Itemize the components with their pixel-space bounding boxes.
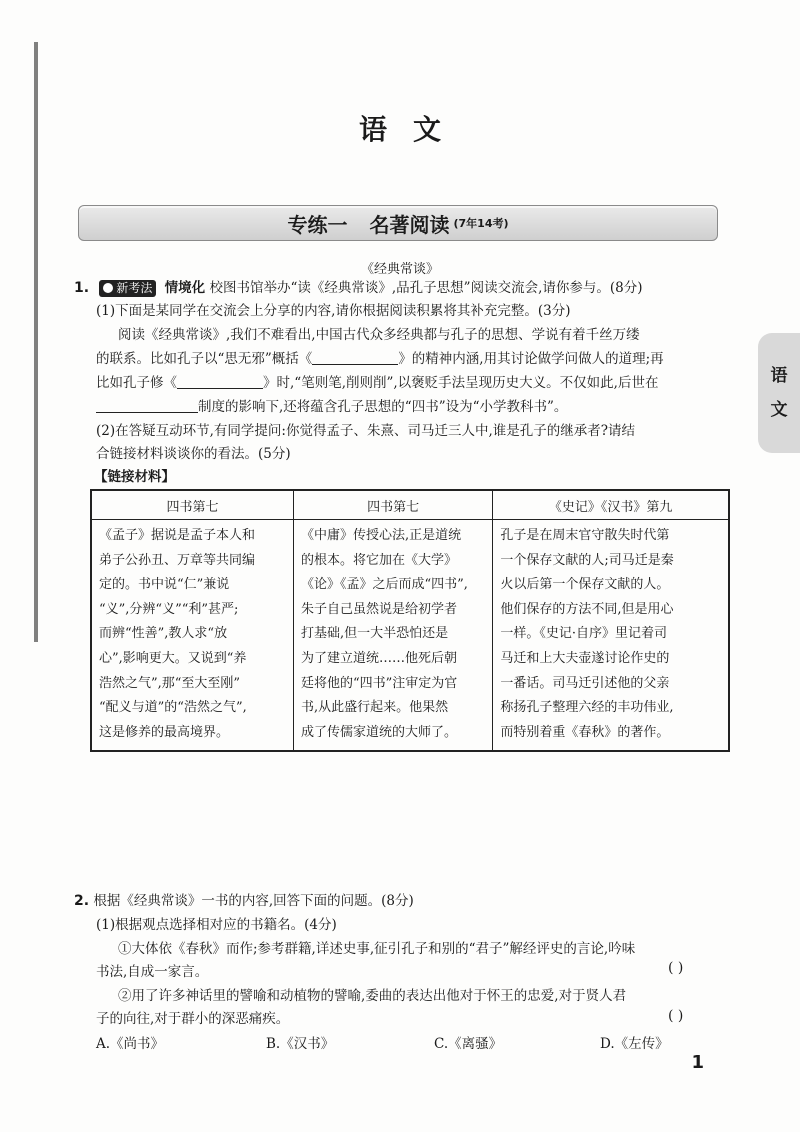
table-cell: 《孟子》据说是孟子本人和 弟子公孙丑、万章等共同编 定的。书中说“仁”兼说 “义”,分辨“义”“利”甚严; 而辨“性善”,教人求“放 心”,影响更大。又说到“养 浩然之气”,那“至大至刚” “配义与道”的“浩然之气”, 这是修养的最高境界。 <box>91 520 294 752</box>
q1-number: 1. <box>74 280 90 296</box>
q1-para-line <box>96 372 658 394</box>
q1-stem-line <box>74 277 642 299</box>
option-c[interactable]: C.《离骚》 <box>434 1036 503 1052</box>
link-material-label: 【链接材料】 <box>94 469 175 485</box>
section-title-b: 名著阅读 <box>369 212 450 237</box>
q1-sub2: 合链接材料谈谈你的看法。(5分) <box>96 446 291 462</box>
q1-para-text: 制度的影响下,还将蕴含孔子思想的“四书”设为“小学教科书”。 <box>198 399 568 415</box>
section-title-a: 专练一 <box>287 212 348 237</box>
book-title: 《经典常谈》 <box>360 262 439 277</box>
q1-stem: 校图书馆举办“读《经典常谈》,品孔子思想”阅读交流会,请你参与。(8分) <box>209 280 643 296</box>
q1-label: 情境化 <box>164 280 206 296</box>
answer-paren-1[interactable]: ( ) <box>668 960 684 976</box>
page-title: 语文 <box>358 113 467 146</box>
q1-para-line <box>96 348 664 370</box>
q2-number: 2. <box>74 893 90 909</box>
q1-para-text: 的联系。比如孔子以“思无邪”概括《 <box>96 351 313 367</box>
answer-paren-2[interactable]: ( ) <box>668 1008 684 1024</box>
table-cell: 《中庸》传授心法,正是道统 的根本。将它加在《大学》 《论》《孟》之后而成“四书”, 朱子自己虽然说是给初学者 打基础,但一大半恐怕还是 为了建立道统……他死后朝 廷将他的“四书”注审定为官 书,从此盛行起来。他果然 成了传儒家道统的大师了。 <box>294 520 493 752</box>
lightbulb-icon <box>103 283 113 293</box>
q2-item: ②用了许多神话里的譬喻和动植物的譬喻,委曲的表达出他对于怀王的忠爱,对于贤人君 <box>118 988 627 1004</box>
q2-item: ①大体依《春秋》而作;参考群籍,详述史事,征引孔子和别的“君子”解经评史的言论,吟味 <box>118 941 636 957</box>
q2-stem-line <box>74 890 414 912</box>
fill-blank-1[interactable] <box>312 350 398 365</box>
fill-blank-2[interactable] <box>177 374 263 389</box>
option-d[interactable]: D.《左传》 <box>600 1036 669 1052</box>
fill-blank-3[interactable] <box>96 398 198 413</box>
q1-sub2: (2)在答疑互动环节,有同学提问:你觉得孟子、朱熹、司马迁三人中,谁是孔子的继承者?请结 <box>96 423 635 439</box>
q1-para-line: 阅读《经典常谈》,我们不难看出,中国古代众多经典都与孔子的思想、学说有着千丝万缕 <box>118 327 640 343</box>
page-number: 1 <box>691 1052 704 1073</box>
q1-para-text: 比如孔子修《 <box>96 375 177 391</box>
q2-item: 子的向往,对于群小的深恶痛疾。 <box>96 1011 290 1027</box>
q2-sub1: (1)根据观点选择相对应的书籍名。(4分) <box>96 917 337 933</box>
option-b[interactable]: B.《汉书》 <box>266 1036 335 1052</box>
new-method-tag <box>99 280 156 297</box>
table-header: 四书第七 <box>91 490 294 520</box>
table-cell: 孔子是在周末官守散失时代第 一个保存文献的人;司马迁是秦 火以后第一个保存文献的人。 他们保存的方法不同,但是用心 一样。《史记·自序》里记着司 马迁和上大夫壶遂讨论作史的 一番话。司马迁引述他的父亲 称扬孔子整理六经的丰功伟业, 而特别着重《春秋》的著作。 <box>493 520 729 752</box>
tag-label: 新考法 <box>116 281 153 295</box>
q1-para-text: 》时,“笔则笔,削则削”,以褒贬手法呈现历史大义。不仅如此,后世在 <box>263 375 659 391</box>
option-a[interactable]: A.《尚书》 <box>96 1036 165 1052</box>
q2-item: 书法,自成一家言。 <box>96 964 209 980</box>
subject-side-tab <box>758 333 800 453</box>
table-row <box>91 520 729 752</box>
q1-para-line <box>96 396 567 418</box>
link-material-table <box>90 489 730 752</box>
section-banner <box>78 205 718 241</box>
section-count: (7年14考) <box>453 217 509 230</box>
q1-para-text: 》的精神内涵,用其讨论做学问做人的道理;再 <box>398 351 664 367</box>
table-header: 四书第七 <box>294 490 493 520</box>
side-tab-char: 语 <box>770 366 788 386</box>
table-header-row <box>91 490 729 520</box>
table-header: 《史记》《汉书》第九 <box>493 490 729 520</box>
q1-sub1: (1)下面是某同学在交流会上分享的内容,请你根据阅读积累将其补充完整。(3分) <box>96 303 571 319</box>
side-tab-char: 文 <box>770 400 788 420</box>
q2-stem: 根据《经典常谈》一书的内容,回答下面的问题。(8分) <box>93 893 414 909</box>
